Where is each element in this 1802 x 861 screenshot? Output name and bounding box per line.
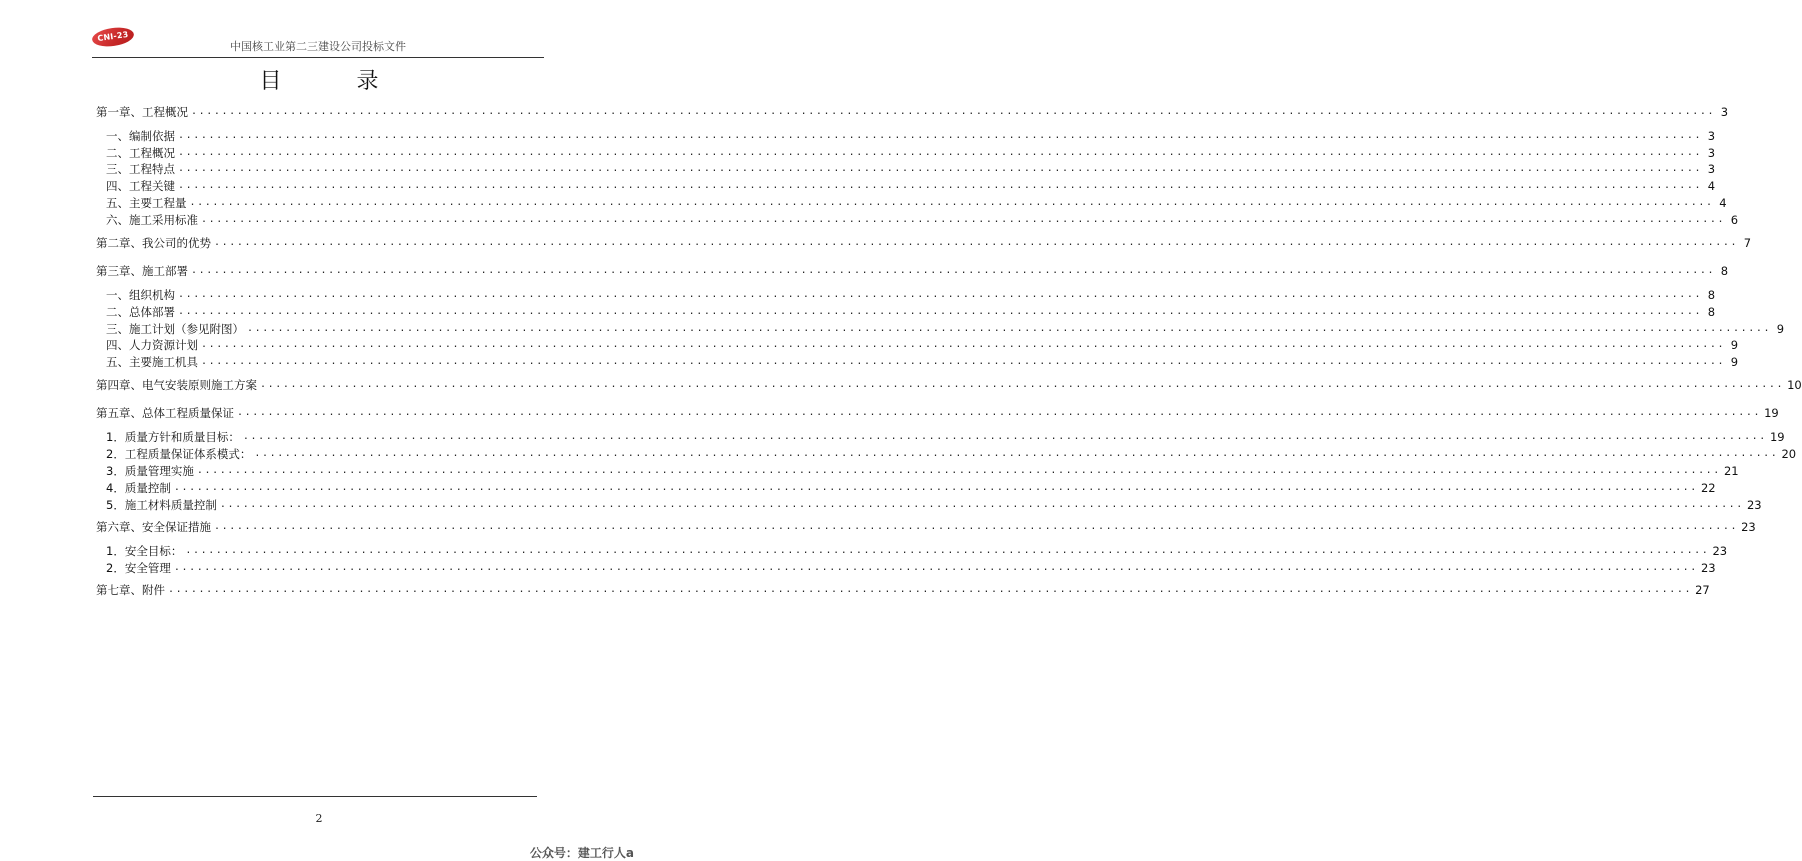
toc-page-number: 3 bbox=[1707, 162, 1716, 176]
toc-dot-leader: ........................................................................................................................................................................................................ bbox=[178, 180, 1703, 191]
toc-title: 目 录 bbox=[259, 69, 413, 94]
toc-entry-label: 第七章、附件 bbox=[96, 583, 165, 597]
toc-subsection-row[interactable] bbox=[106, 496, 1762, 512]
toc-entry-label: 四、人力资源计划 bbox=[106, 338, 198, 352]
toc-page-number: 19 bbox=[1769, 430, 1785, 444]
toc-page-number: 21 bbox=[1723, 464, 1739, 478]
toc-entry-label: 2．安全管理 bbox=[106, 561, 171, 575]
toc-dot-leader: ........................................................................................................................................................................................................ bbox=[201, 339, 1726, 350]
toc-subsection-row[interactable] bbox=[106, 144, 1716, 160]
toc-page-number: 23 bbox=[1712, 544, 1728, 558]
header-divider bbox=[92, 57, 544, 58]
toc-dot-leader: ........................................................................................................................................................................................................ bbox=[189, 197, 1714, 208]
toc-chapter-row[interactable] bbox=[96, 376, 1802, 392]
toc-subsection-row[interactable] bbox=[106, 542, 1728, 558]
toc-dot-leader: ........................................................................................................................................................................................................ bbox=[237, 407, 1762, 418]
toc-subsection-row[interactable] bbox=[106, 559, 1716, 575]
toc-entry-label: 第一章、工程概况 bbox=[96, 105, 188, 119]
toc-entry-label: 一、编制依据 bbox=[106, 129, 175, 143]
toc-dot-leader: ........................................................................................................................................................................................................ bbox=[178, 289, 1703, 300]
toc-chapter-row[interactable] bbox=[96, 103, 1729, 119]
toc-entry-label: 2．工程质量保证体系模式： bbox=[106, 447, 252, 461]
toc-dot-leader: ........................................................................................................................................................................................................ bbox=[201, 214, 1726, 225]
toc-page-number: 6 bbox=[1730, 213, 1739, 227]
toc-subsection-row[interactable] bbox=[106, 160, 1716, 176]
toc-entry-label: 二、工程概况 bbox=[106, 146, 175, 160]
toc-entry-label: 第六章、安全保证措施 bbox=[96, 520, 211, 534]
toc-dot-leader: ........................................................................................................................................................................................................ bbox=[173, 482, 1698, 493]
toc-page-number: 8 bbox=[1707, 305, 1716, 319]
toc-subsection-row[interactable] bbox=[106, 320, 1785, 336]
toc-page-number: 9 bbox=[1730, 338, 1739, 352]
toc-entry-label: 第二章、我公司的优势 bbox=[96, 236, 211, 250]
toc-page-number: 19 bbox=[1764, 406, 1779, 420]
page-number: 2 bbox=[315, 812, 323, 825]
toc-subsection-row[interactable] bbox=[106, 177, 1716, 193]
toc-page-number: 3 bbox=[1707, 146, 1716, 160]
toc-page-number: 23 bbox=[1746, 498, 1762, 512]
toc-page-number: 10 bbox=[1787, 378, 1802, 392]
toc-dot-leader: ........................................................................................................................................................................................................ bbox=[178, 163, 1703, 174]
toc-page-number: 8 bbox=[1720, 264, 1729, 278]
toc-subsection-row[interactable] bbox=[106, 353, 1739, 369]
toc-dot-leader: ........................................................................................................................................................................................................ bbox=[178, 147, 1703, 158]
toc-page-number: 8 bbox=[1707, 288, 1716, 302]
toc-dot-leader: ........................................................................................................................................................................................................ bbox=[260, 379, 1785, 390]
toc-page-number: 9 bbox=[1776, 322, 1785, 336]
toc-subsection-row[interactable] bbox=[106, 303, 1716, 319]
toc-subsection-row[interactable] bbox=[106, 428, 1785, 444]
toc-dot-leader: ........................................................................................................................................................................................................ bbox=[214, 521, 1739, 532]
watermark-text: 公众号：建工行人a bbox=[529, 846, 634, 860]
toc-chapter-row[interactable] bbox=[96, 404, 1779, 420]
toc-dot-leader: ........................................................................................................................................................................................................ bbox=[254, 448, 1779, 459]
toc-page-number: 22 bbox=[1700, 481, 1716, 495]
toc-dot-leader: ........................................................................................................................................................................................................ bbox=[191, 265, 1716, 276]
toc-chapter-row[interactable] bbox=[96, 234, 1752, 250]
company-logo: CNI-23 bbox=[91, 25, 135, 49]
toc-chapter-row[interactable] bbox=[96, 518, 1756, 534]
toc-entry-label: 3．质量管理实施 bbox=[106, 464, 194, 478]
toc-dot-leader: ........................................................................................................................................................................................................ bbox=[178, 306, 1703, 317]
toc-entry-label: 第五章、总体工程质量保证 bbox=[96, 406, 234, 420]
toc-page-number: 3 bbox=[1720, 105, 1729, 119]
toc-subsection-row[interactable] bbox=[106, 286, 1716, 302]
toc-entry-label: 第三章、施工部署 bbox=[96, 264, 188, 278]
toc-entry-label: 五、主要工程量 bbox=[106, 196, 187, 210]
toc-entry-label: 六、施工采用标准 bbox=[106, 213, 198, 227]
toc-dot-leader: ........................................................................................................................................................................................................ bbox=[168, 584, 1693, 595]
toc-chapter-row[interactable] bbox=[96, 262, 1729, 278]
toc-dot-leader: ........................................................................................................................................................................................................ bbox=[191, 106, 1716, 117]
toc-entry-label: 五、主要施工机具 bbox=[106, 355, 198, 369]
toc-entry-label: 1．安全目标： bbox=[106, 544, 183, 558]
toc-entry-label: 第四章、电气安装原则施工方案 bbox=[96, 378, 257, 392]
toc-entry-label: 4．质量控制 bbox=[106, 481, 171, 495]
toc-dot-leader: ........................................................................................................................................................................................................ bbox=[201, 356, 1726, 367]
header-title: 中国核工业第二三建设公司投标文件 bbox=[230, 40, 406, 53]
toc-entry-label: 5．施工材料质量控制 bbox=[106, 498, 217, 512]
toc-page-number: 4 bbox=[1719, 196, 1727, 210]
toc-subsection-row[interactable] bbox=[106, 194, 1727, 210]
toc-entry-label: 一、组织机构 bbox=[106, 288, 175, 302]
toc-entry-label: 1．质量方针和质量目标： bbox=[106, 430, 240, 444]
toc-subsection-row[interactable] bbox=[106, 211, 1739, 227]
toc-subsection-row[interactable] bbox=[106, 462, 1739, 478]
toc-entry-label: 三、施工计划（参见附图） bbox=[106, 322, 244, 336]
toc-page-number: 27 bbox=[1695, 583, 1710, 597]
toc-subsection-row[interactable] bbox=[106, 479, 1716, 495]
toc-page-number: 9 bbox=[1730, 355, 1739, 369]
toc-dot-leader: ........................................................................................................................................................................................................ bbox=[173, 562, 1698, 573]
toc-subsection-row[interactable] bbox=[106, 445, 1797, 461]
page-header bbox=[92, 24, 544, 60]
toc-dot-leader: ........................................................................................................................................................................................................ bbox=[196, 465, 1721, 476]
toc-page-number: 4 bbox=[1707, 179, 1716, 193]
footer-divider bbox=[93, 796, 537, 797]
toc-chapter-row[interactable] bbox=[96, 581, 1710, 597]
toc-dot-leader: ........................................................................................................................................................................................................ bbox=[178, 130, 1703, 141]
toc-entry-label: 四、工程关键 bbox=[106, 179, 175, 193]
toc-page-number: 3 bbox=[1707, 129, 1716, 143]
toc-page-number: 20 bbox=[1781, 447, 1797, 461]
toc-dot-leader: ........................................................................................................................................................................................................ bbox=[247, 323, 1772, 334]
toc-dot-leader: ........................................................................................................................................................................................................ bbox=[214, 237, 1739, 248]
toc-subsection-row[interactable] bbox=[106, 336, 1739, 352]
toc-dot-leader: ........................................................................................................................................................................................................ bbox=[185, 545, 1710, 556]
toc-dot-leader: ........................................................................................................................................................................................................ bbox=[242, 431, 1767, 442]
toc-page-number: 23 bbox=[1741, 520, 1756, 534]
toc-entry-label: 三、工程特点 bbox=[106, 162, 175, 176]
toc-entry-label: 二、总体部署 bbox=[106, 305, 175, 319]
toc-dot-leader: ........................................................................................................................................................................................................ bbox=[219, 499, 1744, 510]
toc-subsection-row[interactable] bbox=[106, 127, 1716, 143]
toc-page-number: 7 bbox=[1743, 236, 1752, 250]
toc-page-number: 23 bbox=[1700, 561, 1716, 575]
